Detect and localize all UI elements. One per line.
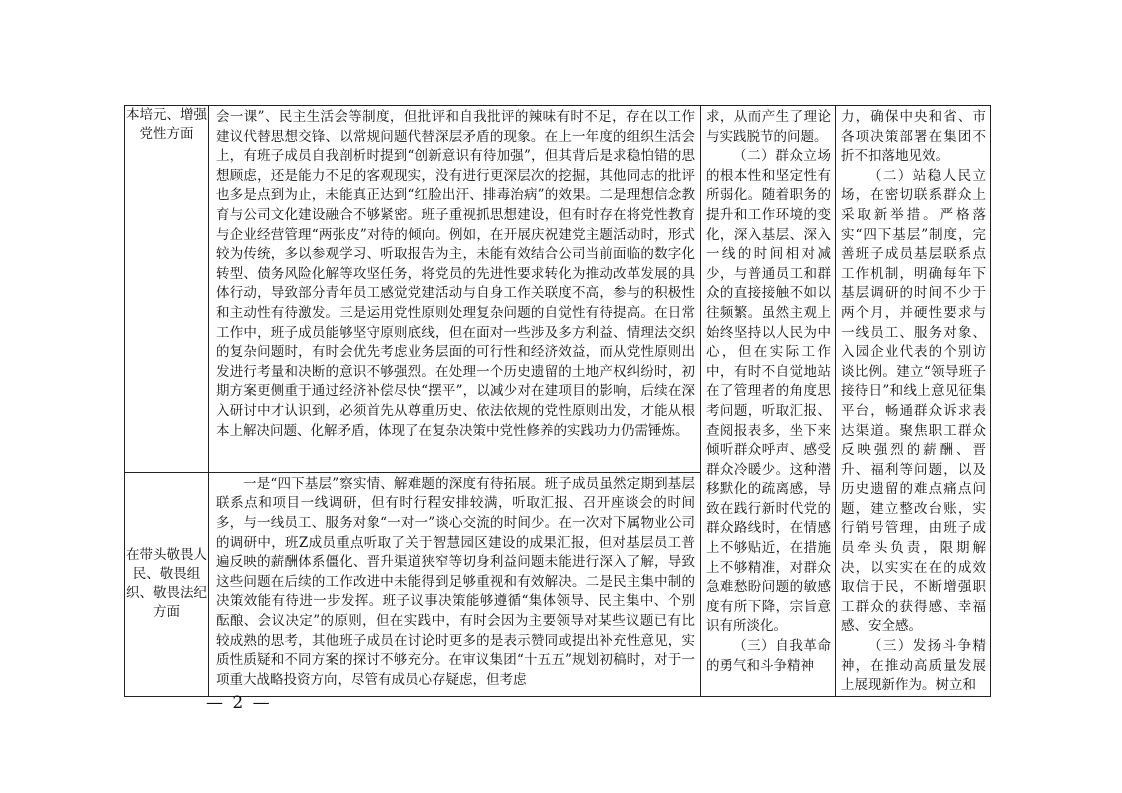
content-cell bbox=[209, 472, 701, 696]
paragraph: （二）站稳人民立场，在密切联系群众上采取新举措。严格落实“四下基层”制度，完善班子成员基层联系点工作机制，明确每年下基层调研的时间不少于两个月，并硬性要求与一线员工、服务对象、入园企业代表的个别访谈比例。建立“领导班子接待日”和线上意见征集平台，畅通群众诉求表达渠道。聚焦职工群众反映强烈的薪酬、晋升、福利等问题，以及历史遗留的难点痛点问题，建立整改台账，实行销号管理，由班子成员牵头负责，限期解决，以实实在在的成效取信于民，不断增强职工群众的获得感、幸福感、安全感。 bbox=[841, 167, 986, 635]
page-number: — 2 — bbox=[206, 693, 272, 713]
paragraph: （三）自我革命的勇气和斗争精神 bbox=[706, 638, 831, 674]
paragraph: 力，确保中央和省、市各项决策部署在集团不折不扣落地见效。 bbox=[841, 109, 986, 165]
table-row bbox=[125, 106, 991, 473]
content-cell bbox=[209, 106, 701, 473]
column-3-cell bbox=[701, 106, 836, 697]
paragraph: 一是“四下基层”察实情、解难题的深度有待拓展。班子成员虽然定期到基层联系点和项目一线调研，但有时行程安排较满，听取汇报、召开座谈会的时间多，与一线员工、服务对象“一对一”谈心交流的时间少。在一次对下属物业公司的调研中，班Z成员重点听取了关于智慧园区建设的成果汇报，但对基层员工普遍反映的薪酬体系僵化、晋升渠道狭窄等切身利益问题未能进行深入了解，导致这些问题在后续的工作改进中未能得到足够重视和有效解决。二是民主集中制的决策效能有待进一步发挥。班子议事决策能够遵循“集体领导、民主集中、个别酝酿、会议决定”的原则，但在实践中，有时会因为主要领导对某些议题已有比较成熟的思考，其他班子成员在讨论时更多的是表示赞同或提出补充性意见，实质性质疑和不同方案的探讨不够充分。在审议集团“十五五”规划初稿时，对于一项重大战略投资方向，尽管有成员心存疑虑，但考虑 bbox=[216, 475, 695, 688]
document-table bbox=[124, 105, 991, 697]
category-label: 本培元、增强党性方面 bbox=[126, 107, 207, 142]
paragraph: 会一课”、民主生活会等制度，但批评和自我批评的辣味有时不足，存在以工作建议代替思想交锋、以常规问题代替深层矛盾的现象。在上一年度的组织生活会上，有班子成员自我剖析时提到“创新意识有待加强”，但其背后是求稳怕错的思想顾虑，还是能力不足的客观现实，没有进行更深层次的挖掘，其他同志的批评也多是点到为止，未能真正达到“红脸出汗、排毒治病”的效果。二是理想信念教育与公司文化建设融合不够紧密。班子重视抓思想建设，但有时存在将党性教育与企业经营管理“两张皮”对待的倾向。例如，在开展庆祝建党主题活动时，形式较为传统，多以参观学习、听取报告为主，未能有效结合公司当前面临的数字化转型、债务风险化解等攻坚任务，将党员的先进性要求转化为推动改革发展的具体行动，导致部分青年员工感觉党建活动与自身工作关联度不高，参与的积极性和主动性有待激发。三是运用党性原则处理复杂问题的自觉性有待提高。在日常工作中，班子成员能够坚守原则底线，但在面对一些涉及多方利益、情理法交织的复杂问题时，有时会优先考虑业务层面的可行性和经济效益，而从党性原则出发进行考量和决断的意识不够强烈。在处理一个历史遗留的土地产权纠纷时，初期方案更侧重于通过经济补偿尽快“摆平”，以减少对在建项目的影响，后续在深入研讨中才认识到，必须首先从尊重历史、依法依规的党性原则出发，才能从根本上解决问题、化解矛盾，体现了在复杂决策中党性修养的实践功力仍需锤炼。 bbox=[216, 109, 695, 439]
category-cell bbox=[125, 472, 209, 696]
category-label: 在带头敬畏人民、敬畏组织、敬畏法纪方面 bbox=[126, 547, 207, 621]
paragraph: 求，从而产生了理论与实践脱节的问题。 bbox=[706, 109, 831, 145]
category-cell bbox=[125, 106, 209, 473]
column-4-cell bbox=[836, 106, 991, 697]
paragraph: （三）发扬斗争精神，在推动高质量发展上展现新作为。树立和 bbox=[841, 638, 986, 694]
paragraph: （二）群众立场的根本性和坚定性有所弱化。随着职务的提升和工作环境的变化，深入基层、深入一线的时间相对减少，与普通员工和群众的直接接触不如以往频繁。虽然主观上始终坚持以人民为中心，但在实际工作中，有时不自觉地站在了管理者的角度思考问题，听取汇报、查阅报表多，坐下来倾听群众呼声、感受群众冷暖少。这种潜移默化的疏离感，导致在践行新时代党的群众路线时，在情感上不够贴近，在措施上不够精准，对群众急难愁盼问题的敏感度有所下降，宗旨意识有所淡化。 bbox=[706, 148, 831, 635]
